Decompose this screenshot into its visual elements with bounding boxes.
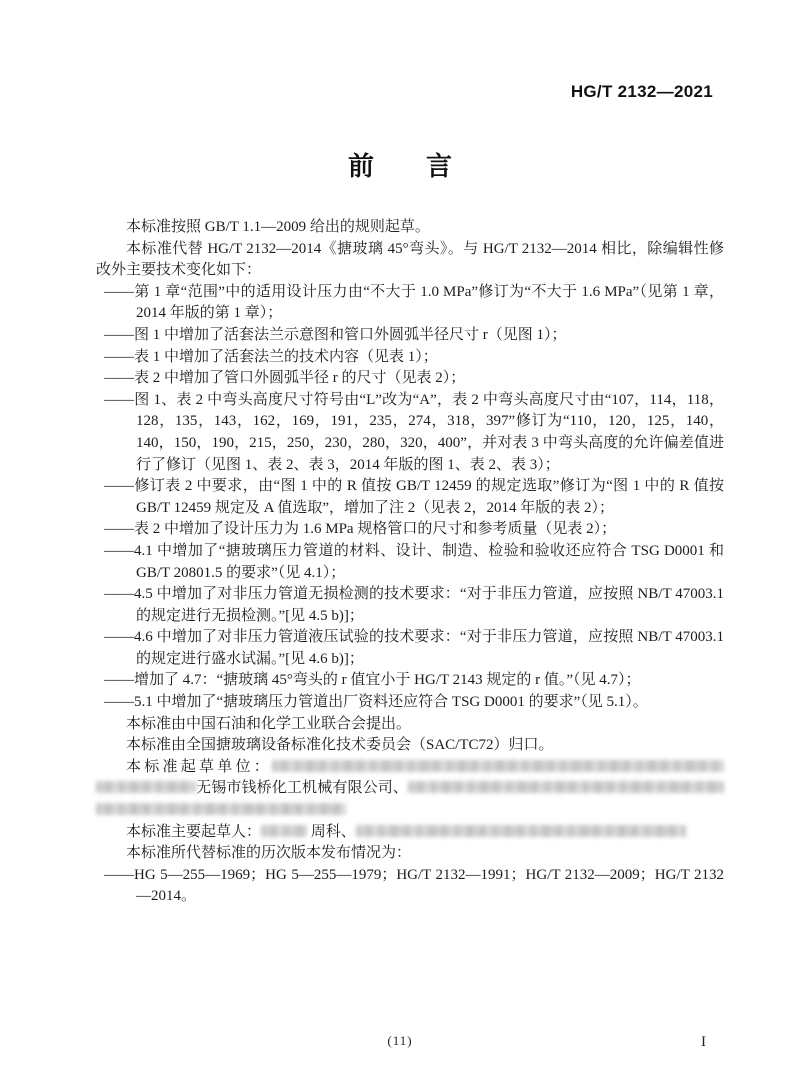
drafting-unit-visible: 无锡市钱桥化工机械有限公司、	[196, 780, 408, 797]
foreword-body	[96, 217, 724, 908]
paragraph-replacement-note: 本标准代替 HG/T 2132—2014《搪玻璃 45°弯头》。与 HG/T 2132—2014 相比，除编辑性修改外主要技术变化如下：	[96, 240, 724, 279]
redacted-text-blur	[272, 760, 724, 772]
drafting-units-label: 本标准起草单位：	[126, 758, 272, 775]
change-item: ——增加了 4.7：“搪玻璃 45°弯头的 r 值宜小于 HG/T 2143 规定的 r 值。”（见 4.7）；	[104, 672, 641, 689]
redacted-text-blur	[96, 781, 196, 793]
change-item: ——表 1 中增加了活套法兰的技术内容（见表 1）；	[104, 348, 438, 365]
drafter-visible: 周科、	[310, 823, 356, 840]
paragraph-proposed-by: 本标准由中国石油和化学工业联合会提出。	[126, 715, 412, 732]
history-intro: 本标准所代替标准的历次版本发布情况为：	[126, 845, 412, 862]
change-item: ——图 1、表 2 中弯头高度尺寸符号由“L”改为“A”，表 2 中弯头高度尺寸由“107，114，118，128，135，143，162，169，191，235，274，318，397”修订为“110，120，125，140，140，150，190，215，250，230，280，320，400”，并对表 3 中弯头高度的允许偏差值进行了修订（见图 1、表 2、表 3，2014 年版的图 1、表 2、表 3）；	[104, 391, 724, 473]
change-item: ——第 1 章“范围”中的适用设计压力由“不大于 1.0 MPa”修订为“不大于 1.6 MPa”（见第 1 章，2014 年版的第 1 章）；	[104, 283, 724, 322]
paragraph-centralized-by: 本标准由全国搪玻璃设备标准化技术委员会（SAC/TC72）归口。	[126, 737, 554, 754]
standard-code: HG/T 2132—2021	[570, 82, 713, 101]
drafting-units-line	[96, 757, 724, 822]
redacted-text-blur	[408, 781, 724, 793]
change-item: ——4.6 中增加了对非压力管道液压试验的技术要求：“对于非压力管道，应按照 NB/T 47003.1 的规定进行盛水试漏。”[见 4.6 b)]；	[104, 629, 724, 667]
redacted-text-blur	[356, 825, 686, 837]
change-item: ——表 2 中增加了设计压力为 1.6 MPa 规格管口的尺寸和参考质量（见表 2）；	[104, 521, 617, 538]
footer-sheet-number: (11)	[387, 1033, 413, 1048]
redacted-text-blur	[96, 803, 346, 815]
change-item: ——表 2 中增加了管口外圆弧半径 r 的尺寸（见表 2）；	[104, 370, 466, 387]
paragraph-drafting-basis: 本标准按照 GB/T 1.1—2009 给出的规则起草。	[126, 219, 430, 235]
history-item: ——HG 5—255—1969；HG 5—255—1979；HG/T 2132—1991；HG/T 2132—2009；HG/T 2132—2014。	[104, 866, 724, 905]
change-item: ——修订表 2 中要求，由“图 1 中的 R 值按 GB/T 12459 的规定选取”修订为“图 1 中的 R 值按 GB/T 12459 规定及 A 值选取”，增加了注 2（见表 2，2014 年版的表 2）；	[104, 478, 724, 516]
redacted-text-blur	[261, 825, 307, 837]
footer-page-number: I	[701, 1034, 706, 1050]
change-item: ——4.5 中增加了对非压力管道无损检测的技术要求：“对于非压力管道，应按照 NB/T 47003.1 的规定进行无损检测。”[见 4.5 b)]；	[104, 586, 724, 624]
change-item: ——4.1 中增加了“搪玻璃压力管道的材料、设计、制造、检验和验收还应符合 TSG D0001 和 GB/T 20801.5 的要求”（见 4.1）；	[104, 542, 724, 581]
drafters-label: 本标准主要起草人：	[126, 823, 262, 840]
change-item: ——图 1 中增加了活套法兰示意图和管口外圆弧半径尺寸 r（见图 1）；	[104, 326, 567, 343]
page-title: 前 言	[347, 151, 452, 181]
drafters-line	[96, 822, 724, 844]
change-item: ——5.1 中增加了“搪玻璃压力管道出厂资料还应符合 TSG D0001 的要求”（见 5.1）。	[104, 694, 648, 711]
